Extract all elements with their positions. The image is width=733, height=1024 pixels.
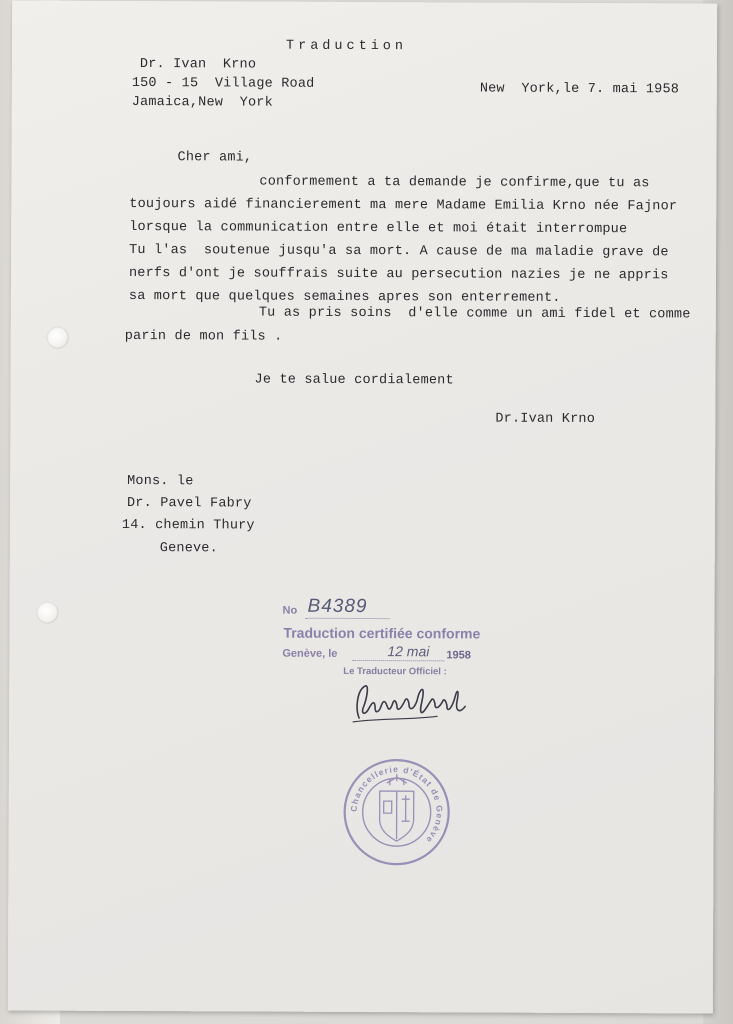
punch-hole-bottom: [36, 602, 58, 624]
stamp-number-label: No: [282, 604, 298, 617]
salutation: Cher ami,: [177, 150, 253, 166]
body-line: conformement a ta demande je confirme,que tu as: [259, 174, 650, 192]
body-line: lorsque la communication entre elle et moi était interrompue: [129, 219, 628, 238]
coat-of-arms-icon: [380, 774, 414, 841]
recipient-line: Mons. le: [127, 473, 194, 490]
place-and-date: New York,le 7. mai 1958: [479, 81, 680, 98]
document-heading: Traduction: [285, 38, 408, 55]
stamp-number-dots: [306, 618, 390, 619]
stamp-translator-label: Le Traducteur Officiel :: [343, 665, 447, 678]
recipient-line: Geneve.: [159, 541, 218, 557]
body-line: nerfs d'ont je souffrais suite au persecution nazies je ne appris: [128, 265, 669, 284]
sender-name: Dr. Ivan Krno: [139, 57, 257, 73]
seal-text: Chancellerie d'État de Genève: [348, 764, 445, 846]
body-line: Tu l'as soutenue jusqu'a sa mort. A cause de ma maladie grave de: [129, 242, 669, 261]
body-line: toujours aidé financierement ma mere Madame Emilia Krno née Fajnor: [129, 196, 678, 215]
typed-signature: Dr.Ivan Krno: [495, 411, 596, 428]
official-seal: [341, 757, 451, 867]
stamp-date-handwritten: 12 mai: [387, 643, 430, 660]
stamp-date-label: Genève, le: [282, 647, 338, 660]
stamp-number-value: B4389: [307, 595, 368, 618]
recipient-line: 14. chemin Thury: [121, 517, 255, 534]
body-line: Tu as pris soins d'elle comme un ami fidel et comme: [258, 305, 691, 323]
stamp-year: 1958: [446, 649, 471, 662]
body-line: sa mort que quelques semaines apres son enterrement.: [128, 288, 561, 306]
recipient-line: Dr. Pavel Fabry: [126, 495, 252, 512]
document-page: [8, 0, 717, 1013]
punch-hole-top: [47, 327, 69, 349]
sender-street: 150 - 15 Village Road: [131, 75, 315, 92]
stamp-date-dots: [352, 660, 444, 661]
handwritten-signature: [347, 678, 477, 731]
body-line: parin de mon fils .: [124, 328, 283, 345]
stamp-certification: Traduction certifiée conforme: [283, 624, 481, 642]
closing: Je te salue cordialement: [254, 372, 454, 389]
sender-city: Jamaica,New York: [131, 94, 273, 111]
